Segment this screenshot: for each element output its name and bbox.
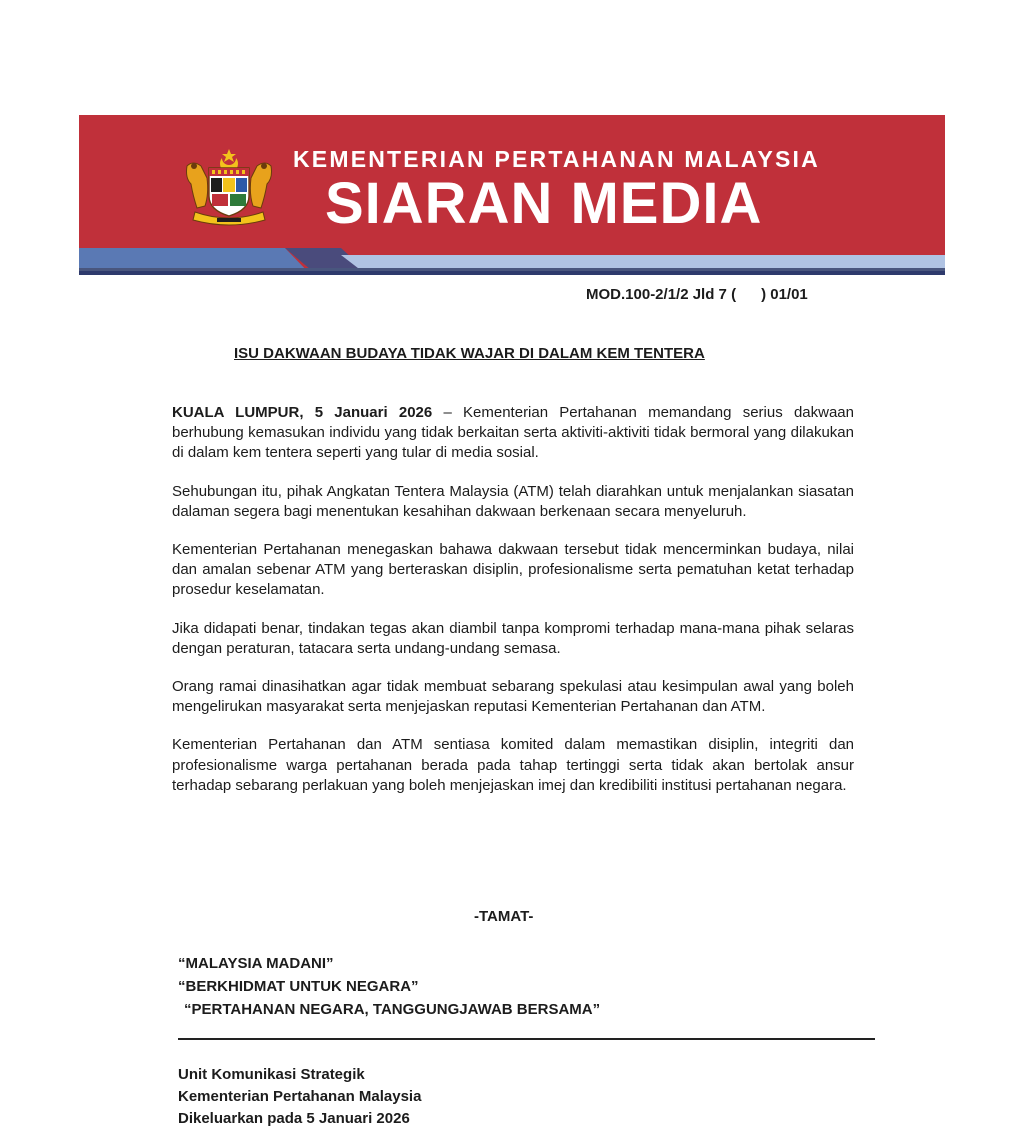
issue-date: Dikeluarkan pada 5 Januari 2026 xyxy=(178,1110,410,1127)
slogan: “PERTAHANAN NEGARA, TANGGUNGJAWAB BERSAMA” xyxy=(184,1001,601,1018)
slogans xyxy=(178,952,600,1021)
paragraph: Jika didapati benar, tindakan tegas akan diambil tanpa kompromi terhadap mana-mana pihak selaras dengan peraturan, tatacara serta undang-undang semasa. xyxy=(172,619,854,657)
document-type-title: SIARAN MEDIA xyxy=(325,171,763,236)
paragraph: Orang ramai dinasihatkan agar tidak membuat sebarang spekulasi atau kesimpulan awal yang boleh mengelirukan masyarakat serta menjejaskan reputasi Kementerian Pertahanan dan ATM. xyxy=(172,678,854,716)
dateline: KUALA LUMPUR, 5 Januari 2026 xyxy=(172,404,433,421)
issuer-ministry: Kementerian Pertahanan Malaysia xyxy=(178,1088,422,1105)
header-banner xyxy=(79,115,945,275)
paragraph: Sehubungan itu, pihak Angkatan Tentera Malaysia (ATM) telah diarahkan untuk menjalankan siasatan dalaman segera bagi menentukan kesahihan dakwaan berkenaan secara menyeluruh. xyxy=(172,482,854,520)
issuer-block xyxy=(178,1064,421,1130)
issuer-unit: Unit Komunikasi Strategik xyxy=(178,1066,365,1083)
divider-line xyxy=(178,1038,875,1040)
press-release-body xyxy=(172,403,854,814)
press-release-title: ISU DAKWAAN BUDAYA TIDAK WAJAR DI DALAM KEM TENTERA xyxy=(234,345,705,362)
paragraph xyxy=(172,403,854,464)
slogan: “BERKHIDMAT UNTUK NEGARA” xyxy=(178,978,419,995)
paragraph: Kementerian Pertahanan menegaskan bahawa dakwaan tersebut tidak mencerminkan budaya, nilai dan amalan sebenar ATM yang berteraskan disiplin, profesionalisme serta pematuhan ketat terhadap prosedur keselamatan. xyxy=(172,541,854,599)
paragraph: Kementerian Pertahanan dan ATM sentiasa komited dalam memastikan disiplin, integriti dan profesionalisme warga pertahanan berada pada tahap tertinggi serta tidak akan bertolak ansur terhadap sebarang perlakuan yang boleh menjejaskan imej dan kredibiliti institusi pertahanan negara. xyxy=(172,736,854,794)
slogan: “MALAYSIA MADANI” xyxy=(178,955,334,972)
reference-number: MOD.100-2/1/2 Jld 7 ( ) 01/01 xyxy=(586,286,808,303)
ministry-name: KEMENTERIAN PERTAHANAN MALAYSIA xyxy=(293,146,820,172)
end-marker: -TAMAT- xyxy=(474,908,534,925)
paragraph-text: – Kementerian Pertahanan memandang serius dakwaan berhubung kemasukan individu yang tidak berkaitan serta aktiviti-aktiviti tidak bermoral yang dilakukan di dalam kem tentera seperti yang tular di media sosial. xyxy=(172,404,854,462)
malaysia-coat-of-arms-icon xyxy=(179,148,279,228)
